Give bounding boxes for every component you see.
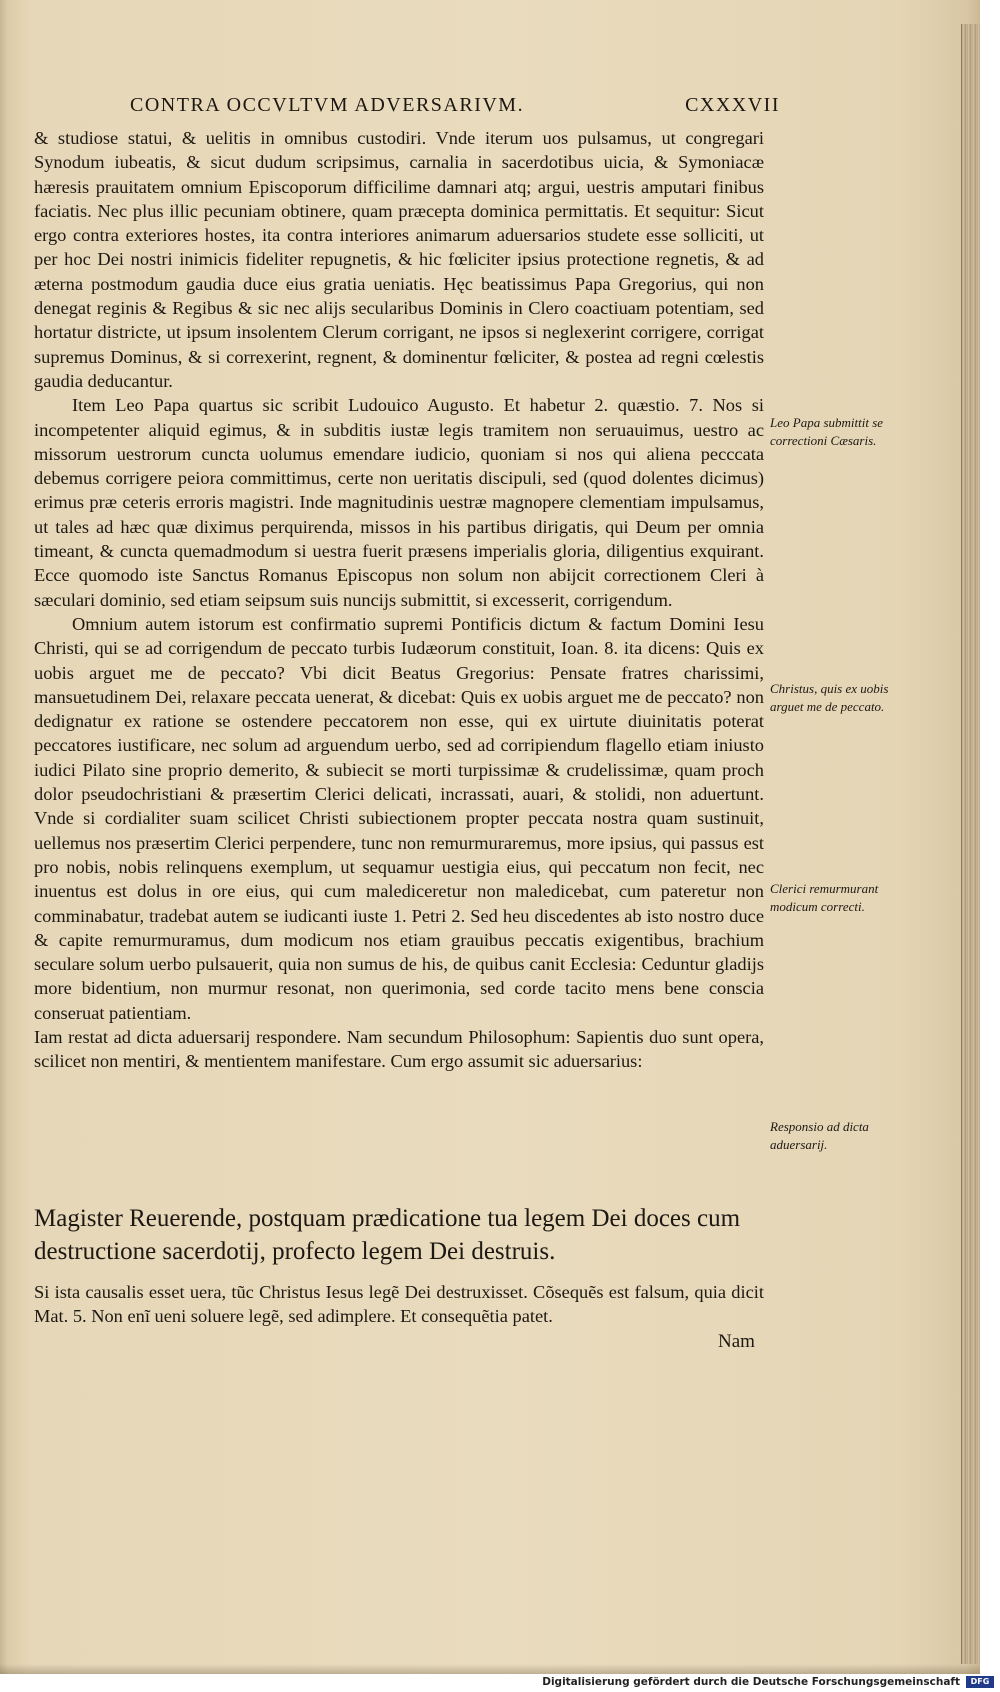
catchword: Nam <box>718 1331 755 1352</box>
funding-credit: Digitalisierung gefördert durch die Deutsche Forschungsgemeinschaft <box>542 1676 960 1688</box>
paragraph-2: Item Leo Papa quartus sic scribit Ludouico Augusto. Et habetur 2. quæstio. 7. Nos si incompetenter aliquid egimus, & in subditis iustæ legis tramitem non seruauimus, uestro ac missorum uestrorum cuncta uolumus emendare iudicio, quoniam si nos qui aliena pecccata debemus corrigere peiora committimus, certe non ueritatis discipuli, sed (quod dolentes dicimus) erimus præ ceteris erroris magistri. Inde magnitudinis uestræ magnopere clementiam impulsamus, ut tales ad hæc quæ diximus perquirenda, missos in his partibus dirigatis, qui Deum per omnia timeant, & cuncta quemadmodum si uestra fuerit præsens imperialis gloria, diligentius exquirant. Ecce quomodo iste Sanctus Romanus Episcopus non solum non abijcit correctionem Cleri à sæculari dominio, sed etiam seipsum suis nuncijs submittit, si excesserit, corrigendum. <box>34 395 764 610</box>
dfg-logo-icon: DFG <box>966 1676 994 1688</box>
margin-note-leo: Leo Papa submittit se correctioni Cæsaris. <box>770 415 884 448</box>
paragraph-3: Omnium autem istorum est confirmatio supremi Pontificis dictum & factum Domini Iesu Christi, qui se ad corrigendum de peccato turbis Iudæorum constituit, Ioan. 8. ita dicens: Quis ex uobis arguet me de peccato? Vbi dicit Beatus Gregorius: Pensate fratres charissimi, mansuetudinem Dei, relaxare peccata uenerat, & dicebat: Quis ex uobis arguet me de peccato? non dedignatur ex ratione se ostendere peccatorem non esse, qui ex uirtute diuinitatis poterat peccatores iustificare, nec solum ad arguendum uerbo, sed ad corripiendum flagello etiam iniusto iudici Pilato sine proprio demerito, & subiecit se morti turpissimæ & crudelissimæ, quam proch dolor pseudochristiani & præsertim Clerici delicati, incrassati, auari, & stolidi, non aduertunt. Vnde si cordialiter suam scilicet Christi subiectionem propter peccata nostra quam sustinuit, uellemus nos præsertim Clerici perpendere, tunc non remurmuraremus, more ipsius, qui passus est pro nobis, nobis relinquens exemplum, ut sequamur uestigia eius, qui peccatum non fecit, nec inuentus est dolus in ore eius, qui cum malediceretur non maledicebat, cum pateretur non comminabatur, tradebat autem se iudicanti iuste 1. Petri 2. Sed heu discedentes ab isto nostro duce & capite remurmuramus, dum modicum nos etiam grauibus peccatis exigentibus, brachium seculare solum uerbo pulsauerit, quia non sumus de his, de quibus canit Ecclesia: Ceduntur gladijs more bidentium, non murmur resonat, non querimonia, sed corde tacito mens bene conscia conseruat patientiam. <box>34 613 764 1023</box>
page-edges <box>961 24 980 1664</box>
main-text <box>34 126 764 1074</box>
margin-note-responsio: Responsio ad dicta aduersarij. <box>770 1119 869 1152</box>
response-paragraph: Si ista causalis esset uera, tũc Christus Iesus legẽ Dei destruxisset. Cõsequẽs est falsum, quia dicit Mat. 5. Non enĩ ueni soluere legẽ, sed adimplere. Et consequẽtia patet. <box>34 1282 764 1327</box>
paragraph-4: Iam restat ad dicta aduersarij respondere. Nam secundum Philosophum: Sapientis duo sunt opera, scilicet non mentiri, & mentientem manifestare. Cum ergo assumit sic aduersarius: <box>34 1026 764 1072</box>
margin-note-christus: Christus, quis ex uobis arguet me de peccato. <box>770 681 889 714</box>
quoted-argument: Magister Reuerende, postquam prædicatione tua legem Dei doces cum destructione sacerdotij, profecto legem Dei destruis. <box>34 1205 741 1265</box>
running-header <box>130 94 780 124</box>
margin-note-clerici: Clerici remurmurant modicum correcti. <box>770 881 879 914</box>
paragraph-1: & studiose statui, & uelitis in omnibus custodiri. Vnde iterum uos pulsamus, ut congregari Synodum iubeatis, & sicut dudum scripsimus, carnalia in sacerdotibus uicia, & Symoniacæ hæresis prauitatem omnium Episcoporum difficilime damnari atq; argui, uestris amputari finibus faciatis. Nec plus illic pecuniam obtinere, quam præcepta dominica permittatis. Et sequitur: Sicut ergo contra exteriores hostes, ita contra interiores animarum aduersarios studete esse solliciti, ut per hoc Dei nostri inimicis fideliter repugnetis, & hic fœliciter ipsius protectione regnetis, & ad æterna postmodum gaudia duce eius gratia ueniatis. Hęc beatissimus Papa Gregorius, qui non denegat reginis & Regibus & sic nec alijs secularibus Dominis in Clero coactiuam potentiam, sed hortatur districte, ut ipsum insolentem Clerum corrigant, ne ipsos si neglexerint corrigere, corrigat supremus Dominus, & si correxerint, regnent, & dominentur fœliciter, & postea ad regni cœlestis gaudia deducantur. <box>34 128 764 391</box>
page-shadow <box>0 1664 980 1674</box>
footer-bar <box>0 1674 1000 1692</box>
running-title: CONTRA OCCVLTVM ADVERSARIVM. <box>130 94 525 116</box>
folio-number: CXXXVII <box>685 94 780 116</box>
